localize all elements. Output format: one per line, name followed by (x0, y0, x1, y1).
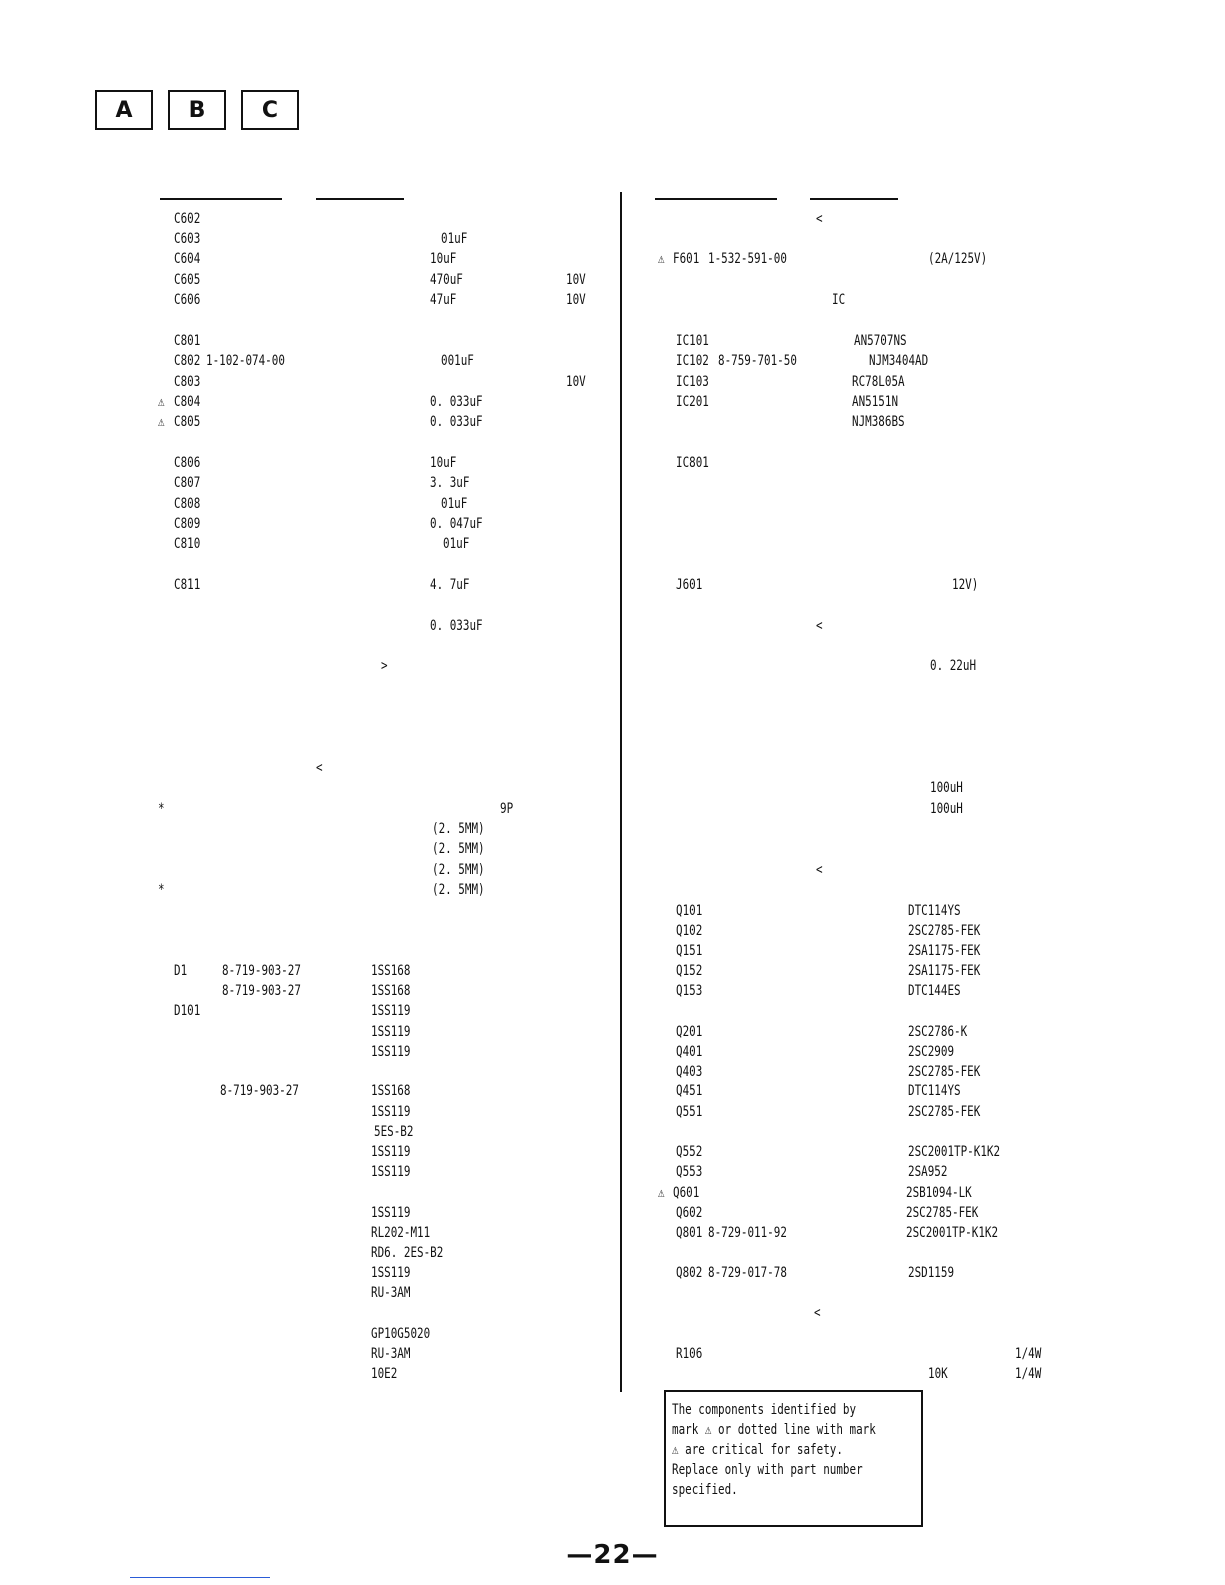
part-wattage: 1/4W (1015, 1366, 1042, 1382)
part-ref: C806 (174, 455, 201, 471)
warning-icon: ⚠ (658, 1185, 665, 1201)
part-value: 10uF (430, 455, 457, 471)
part-ref: Q553 (676, 1164, 703, 1180)
part-ref: Q552 (676, 1144, 703, 1160)
part-type: AN5151N (852, 394, 899, 410)
part-ref: C808 (174, 496, 201, 512)
part-value: 0. 033uF (430, 414, 483, 430)
part-ref: Q153 (676, 983, 703, 999)
part-value: 470uF (430, 272, 463, 288)
part-type: 1SS119 (371, 1003, 411, 1019)
section-mark: < (816, 618, 823, 634)
left-header-rule-2 (316, 198, 404, 200)
part-type: 2SC2785-FEK (908, 923, 981, 939)
part-value: 100uH (930, 801, 963, 817)
part-ref: IC101 (676, 333, 709, 349)
part-ref: J601 (676, 577, 703, 593)
part-value: 01uF (441, 496, 468, 512)
part-value: 47uF (430, 292, 457, 308)
part-number: 1-532-591-00 (708, 251, 787, 267)
part-type: 1SS119 (371, 1205, 411, 1221)
part-ref: C605 (174, 272, 201, 288)
part-wattage: 1/4W (1015, 1346, 1042, 1362)
part-ref: C807 (174, 475, 201, 491)
part-ref: C810 (174, 536, 201, 552)
part-ref: Q602 (676, 1205, 703, 1221)
part-type: 1SS119 (371, 1164, 411, 1180)
part-type: 2SA1175-FEK (908, 943, 981, 959)
tab-b: B (168, 90, 226, 130)
connector-pins: 9P (500, 801, 514, 817)
link-underline (130, 1577, 270, 1578)
part-value: 3. 3uF (430, 475, 470, 491)
part-type: NJM386BS (852, 414, 905, 430)
part-value: 4. 7uF (430, 577, 470, 593)
part-type: 2SC2786-K (908, 1024, 968, 1040)
part-type: 2SB1094-LK (906, 1185, 972, 1201)
part-type: 2SC2785-FEK (908, 1104, 981, 1120)
section-mark: < (816, 862, 823, 878)
part-ref: C801 (174, 333, 201, 349)
part-number: 8-719-903-27 (222, 983, 301, 999)
part-type: 5ES-B2 (374, 1124, 414, 1140)
part-type: RL202-M11 (371, 1225, 431, 1241)
connector-pitch: (2. 5MM) (432, 821, 485, 837)
notice-line: specified. (672, 1482, 738, 1498)
part-ref: C804 (174, 394, 201, 410)
part-value: 0. 033uF (430, 394, 483, 410)
safety-notice (664, 1390, 923, 1527)
notice-line: The components identified by (672, 1402, 857, 1418)
part-value: 10K (928, 1366, 948, 1382)
warning-icon: ⚠ (158, 394, 165, 410)
part-ref: R106 (676, 1346, 703, 1362)
part-ref: IC103 (676, 374, 709, 390)
part-ref: Q101 (676, 903, 703, 919)
part-ref: Q102 (676, 923, 703, 939)
warning-icon: ⚠ (158, 414, 165, 430)
part-ref: C802 (174, 353, 201, 369)
part-ref: Q401 (676, 1044, 703, 1060)
part-ref: Q601 (673, 1185, 700, 1201)
part-value: 0. 033uF (430, 618, 483, 634)
part-number: 1-102-074-00 (206, 353, 285, 369)
part-type: 2SC2909 (908, 1044, 955, 1060)
part-ref: Q802 (676, 1265, 703, 1281)
part-ref: C606 (174, 292, 201, 308)
right-header-rule-1 (655, 198, 777, 200)
right-header-rule-2 (810, 198, 898, 200)
part-ref: C805 (174, 414, 201, 430)
part-ref: Q201 (676, 1024, 703, 1040)
warning-icon: ⚠ (658, 251, 665, 267)
notice-line: ⚠ are critical for safety. (672, 1442, 843, 1458)
part-number: 8-719-903-27 (222, 963, 301, 979)
part-type: 1SS119 (371, 1104, 411, 1120)
part-ref: IC201 (676, 394, 709, 410)
part-type: 2SD1159 (908, 1265, 955, 1281)
part-voltage: 10V (566, 374, 586, 390)
part-ref: Q451 (676, 1083, 703, 1099)
part-rating: (2A/125V) (928, 251, 988, 267)
connector-pitch: (2. 5MM) (432, 882, 485, 898)
part-ref: C602 (174, 211, 201, 227)
part-type: 1SS168 (371, 963, 411, 979)
part-value: 100uH (930, 780, 963, 796)
part-type: GP10G5020 (371, 1326, 431, 1342)
part-type: AN5707NS (854, 333, 907, 349)
part-type: 1SS119 (371, 1144, 411, 1160)
star-mark: * (158, 801, 165, 817)
part-ref: IC102 (676, 353, 709, 369)
section-heading: IC (832, 292, 846, 308)
part-type: DTC114YS (908, 1083, 961, 1099)
part-voltage: 10V (566, 272, 586, 288)
part-value: 01uF (441, 231, 468, 247)
part-type: 1SS119 (371, 1044, 411, 1060)
part-ref: F601 (673, 251, 700, 267)
part-ref: C809 (174, 516, 201, 532)
column-divider (620, 192, 622, 1392)
section-mark: < (814, 1305, 821, 1321)
part-type: 2SC2785-FEK (906, 1205, 979, 1221)
star-mark: * (158, 882, 165, 898)
connector-pitch: (2. 5MM) (432, 841, 485, 857)
tab-c: C (241, 90, 299, 130)
part-type: RU-3AM (371, 1285, 411, 1301)
page-number: —22— (566, 1540, 659, 1570)
part-value: 01uF (443, 536, 470, 552)
part-type: 10E2 (371, 1366, 398, 1382)
part-ref: C603 (174, 231, 201, 247)
part-ref: Q403 (676, 1064, 703, 1080)
part-type: RD6. 2ES-B2 (371, 1245, 444, 1261)
part-ref: C811 (174, 577, 201, 593)
left-header-rule-1 (160, 198, 282, 200)
part-ref: IC801 (676, 455, 709, 471)
part-type: 2SC2001TP-K1K2 (908, 1144, 1001, 1160)
part-ref: C604 (174, 251, 201, 267)
part-ref: Q551 (676, 1104, 703, 1120)
part-type: DTC144ES (908, 983, 961, 999)
part-number: 8-729-017-78 (708, 1265, 787, 1281)
part-ref: C803 (174, 374, 201, 390)
part-value: 10uF (430, 251, 457, 267)
part-type: 1SS168 (371, 1083, 411, 1099)
part-value: 0. 22uH (930, 658, 977, 674)
part-type: 2SC2001TP-K1K2 (906, 1225, 999, 1241)
part-type: 2SA1175-FEK (908, 963, 981, 979)
part-ref: D101 (174, 1003, 201, 1019)
part-number: 8-729-011-92 (708, 1225, 787, 1241)
notice-line: Replace only with part number (672, 1462, 863, 1478)
part-ref: Q151 (676, 943, 703, 959)
tab-a: A (95, 90, 153, 130)
part-ref: Q152 (676, 963, 703, 979)
part-type: 1SS168 (371, 983, 411, 999)
part-type: DTC114YS (908, 903, 961, 919)
part-voltage: 10V (566, 292, 586, 308)
part-value: 001uF (441, 353, 474, 369)
part-type: 2SA952 (908, 1164, 948, 1180)
section-mark: < (316, 760, 323, 776)
part-ref: D1 (174, 963, 188, 979)
part-rating: 12V) (952, 577, 979, 593)
part-type: RU-3AM (371, 1346, 411, 1362)
part-type: 2SC2785-FEK (908, 1064, 981, 1080)
part-value: 0. 047uF (430, 516, 483, 532)
part-ref: Q801 (676, 1225, 703, 1241)
part-type: NJM3404AD (869, 353, 929, 369)
part-number: 8-719-903-27 (220, 1083, 299, 1099)
connector-pitch: (2. 5MM) (432, 862, 485, 878)
part-type: RC78L05A (852, 374, 905, 390)
part-number: 8-759-701-50 (718, 353, 797, 369)
part-type: 1SS119 (371, 1024, 411, 1040)
part-type: 1SS119 (371, 1265, 411, 1281)
section-mark: > (381, 658, 388, 674)
section-mark: < (816, 211, 823, 227)
notice-line: mark ⚠ or dotted line with mark (672, 1422, 876, 1438)
